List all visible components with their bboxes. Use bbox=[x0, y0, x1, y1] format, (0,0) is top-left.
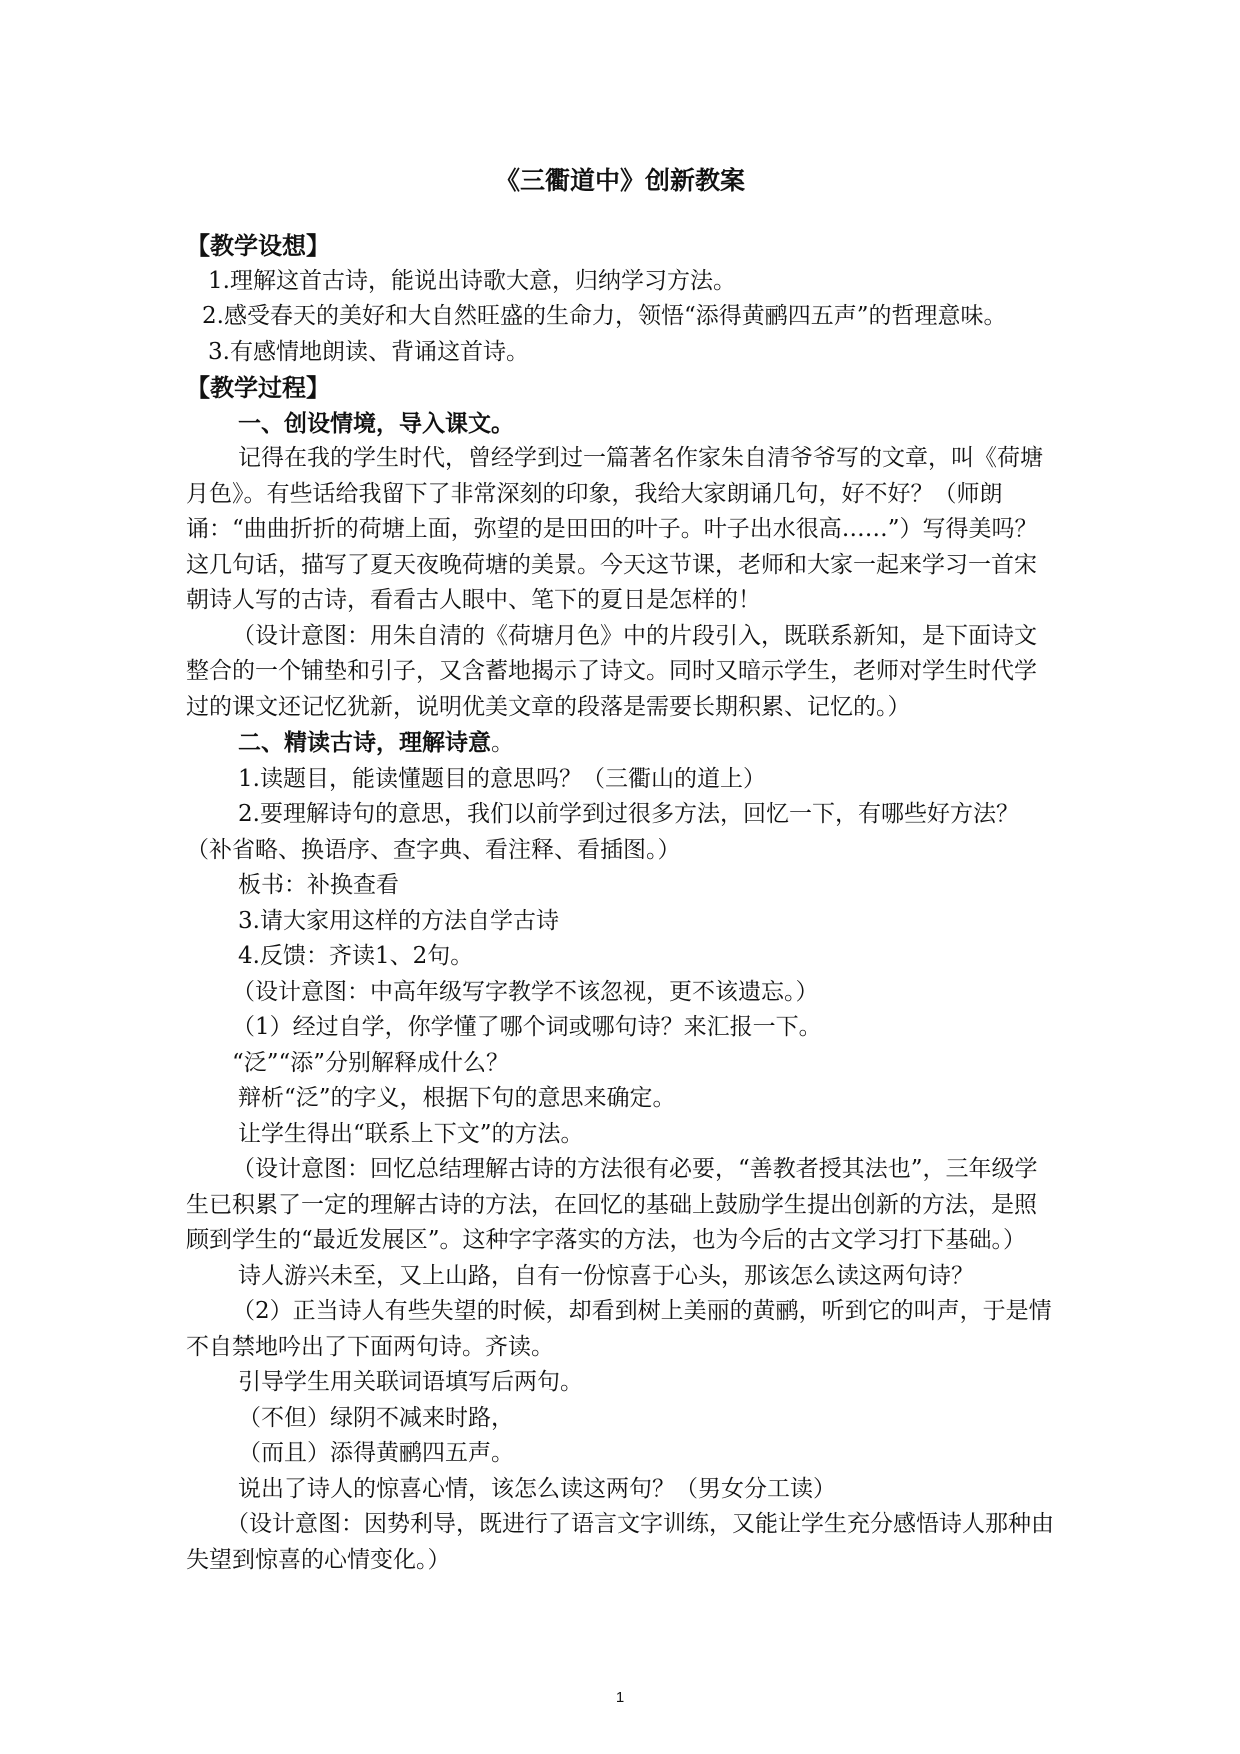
part2-line: 4.反馈：齐读1、2句。 bbox=[238, 943, 474, 969]
part2-line: 板书：补换查看 bbox=[238, 872, 399, 898]
part2-line: 说出了诗人的惊喜心情，该怎么读这两句？（男女分工读） bbox=[238, 1475, 836, 1502]
part2-line: 引导学生用关联词语填写后两句。 bbox=[238, 1369, 583, 1395]
part2-line: （不但）绿阴不减来时路， bbox=[238, 1404, 514, 1431]
part1-heading: 一、创设情境，导入课文。 bbox=[238, 409, 514, 437]
part2-line: 诗人游兴未至，又上山路，自有一份惊喜于心头，那该怎么读这两句诗？ bbox=[238, 1262, 974, 1289]
part2-line: 3.请大家用这样的方法自学古诗 bbox=[238, 907, 559, 934]
section-heading-teaching-concept: 【教学设想】 bbox=[186, 231, 330, 260]
part2-heading-text: 二、精读古诗，理解诗意 bbox=[238, 729, 491, 756]
goal-item-3: 3.有感情地朗读、背诵这首诗。 bbox=[208, 338, 529, 365]
part2-line: 2.要理解诗句的意思，我们以前学到过很多方法，回忆一下，有哪些好方法？（补省略、换语序、查字典、看注释、看插图。） bbox=[186, 801, 1019, 863]
part2-line: 1.读题目，能读懂题目的意思吗？（三衢山的道上） bbox=[238, 765, 766, 792]
part2-line: （设计意图：中高年级写字教学不该忽视，更不该遗忘。） bbox=[232, 978, 819, 1005]
part2-line: 让学生得出“联系上下文”的方法。 bbox=[238, 1120, 584, 1147]
part2-line: （1）经过自学，你学懂了哪个词或哪句诗？来汇报一下。 bbox=[232, 1014, 822, 1040]
part2-line: （设计意图：因势利导，既进行了语言文字训练，又能让学生充分感悟诗人那种由失望到惊喜的心情变化。） bbox=[186, 1511, 1054, 1573]
part2-line: 辩析“泛”的字义，根据下句的意思来确定。 bbox=[238, 1085, 676, 1111]
part1-paragraph-design-intent: （设计意图：用朱自清的《荷塘月色》中的片段引入，既联系新知，是下面诗文整合的一个铺垫和引子，又含蓄地揭示了诗文。同时又暗示学生，老师对学生时代学过的课文还记忆犹新，说明优美文章的段落是需要长期积累、记忆的。） bbox=[186, 622, 1037, 720]
goal-item-1: 1.理解这首古诗，能说出诗歌大意，归纳学习方法。 bbox=[208, 267, 736, 294]
document-body bbox=[186, 228, 1056, 1578]
part1-paragraph-intro: 记得在我的学生时代，曾经学到过一篇著名作家朱自清爷爷写的文章，叫《荷塘月色》。有些话给我留下了非常深刻的印象，我给大家朗诵几句，好不好？（师朗诵：“曲曲折折的荷塘上面，弥望的是田田的叶子。叶子出水很高……”）写得美吗？这几句话，描写了夏天夜晚荷塘的美景。今天这节课，老师和大家一起来学习一首宋朝诗人写的古诗，看看古人眼中、笔下的夏日是怎样的！ bbox=[186, 445, 1043, 613]
part2-line: （设计意图：回忆总结理解古诗的方法很有必要，“善教者授其法也”，三年级学生已积累了一定的理解古诗的方法，在回忆的基础上鼓励学生提出创新的方法，是照顾到学生的“最近发展区”。这种字字落实的方法，也为今后的古文学习打下基础。） bbox=[186, 1156, 1038, 1253]
part2-line: “泛”“添”分别解释成什么？ bbox=[232, 1049, 510, 1076]
page-number: 1 bbox=[615, 1689, 625, 1706]
section-heading-teaching-process: 【教学过程】 bbox=[186, 373, 330, 402]
part2-heading-period: 。 bbox=[491, 730, 514, 756]
part2-line: （而且）添得黄鹂四五声。 bbox=[238, 1440, 514, 1466]
part2-line: （2）正当诗人有些失望的时候，却看到树上美丽的黄鹂，听到它的叫声，于是情不自禁地吟出了下面两句诗。齐读。 bbox=[186, 1298, 1052, 1360]
part2-heading bbox=[186, 725, 1056, 762]
document-title: 《三衢道中》创新教案 bbox=[494, 166, 745, 195]
goal-item-2: 2.感受春天的美好和大自然旺盛的生命力，领悟“添得黄鹂四五声”的哲理意味。 bbox=[202, 303, 1007, 329]
